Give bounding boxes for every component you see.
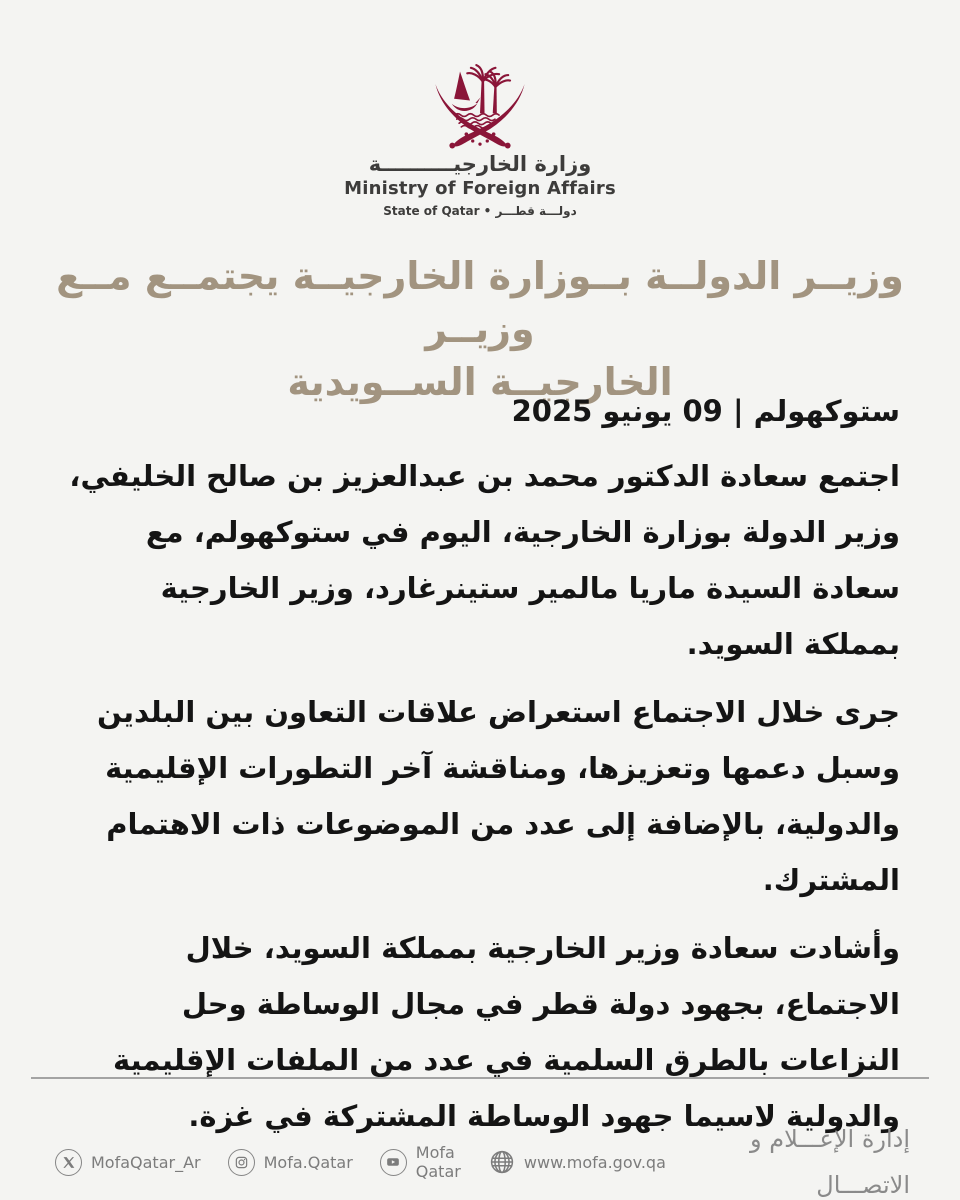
- logo-english-name: Ministry of Foreign Affairs: [344, 178, 616, 199]
- x-twitter-icon: [55, 1149, 82, 1176]
- headline-line1: وزيــر الدولــة بــوزارة الخارجيــة يجتمــع مــع وزيــر: [56, 254, 904, 351]
- instagram-icon: [228, 1149, 255, 1176]
- social-link-x[interactable]: [55, 1149, 201, 1176]
- social-link-youtube[interactable]: [380, 1143, 462, 1181]
- social-handle: Mofa.Qatar: [263, 1152, 353, 1172]
- paragraph-3: وأشادت سعادة وزير الخارجية بمملكة السويد، خلال الاجتماع، بجهود دولة قطر في مجال الوساطة وحل النزاعات بالطرق السلمية في عدد من الملفات الإقليمية والدولية لاسيما جهود الوساطة المشتركة في غزة.: [113, 931, 900, 1133]
- logo-state-line: دولـــة قطـــر • State of Qatar: [383, 204, 577, 218]
- social-links: [55, 1143, 666, 1181]
- headline-line2: الخارجيــة الســويدية: [287, 360, 673, 404]
- youtube-icon: [380, 1149, 407, 1176]
- social-handle: MofaQatar_Ar: [91, 1152, 201, 1172]
- social-handle: Mofa Qatar: [415, 1143, 461, 1181]
- social-handle: www.mofa.gov.qa: [523, 1152, 666, 1172]
- footer-divider: [31, 1077, 929, 1079]
- paragraph-1: اجتمع سعادة الدكتور محمد بن عبدالعزيز بن صالح الخليفي، وزير الدولة بوزارة الخارجية، اليوم في ستوكهولم، مع سعادة السيدة ماريا مالمير ستينرغارد، وزير الخارجية بمملكة السويد.: [69, 459, 900, 661]
- dateline: ستوكهولم | 09 يونيو 2025: [511, 394, 900, 428]
- headline: [55, 250, 905, 409]
- paragraph-2: جرى خلال الاجتماع استعراض علاقات التعاون بين البلدين وسبل دعمها وتعزيزها، ومناقشة آخر التطورات الإقليمية والدولية، بالإضافة إلى عدد من الموضوعات ذات الاهتمام المشترك.: [97, 695, 900, 897]
- article-body: [58, 448, 900, 1156]
- social-link-website[interactable]: [489, 1149, 666, 1175]
- social-link-instagram[interactable]: [228, 1149, 353, 1176]
- logo-arabic-name: وزارة الخارجيــــــــــة: [368, 152, 592, 176]
- mofa-logo: [0, 62, 960, 218]
- department-name: إدارة الإعـــلام و الاتصـــال: [750, 1125, 910, 1199]
- qatar-mofa-emblem-icon: [430, 62, 530, 150]
- globe-icon: [489, 1149, 515, 1175]
